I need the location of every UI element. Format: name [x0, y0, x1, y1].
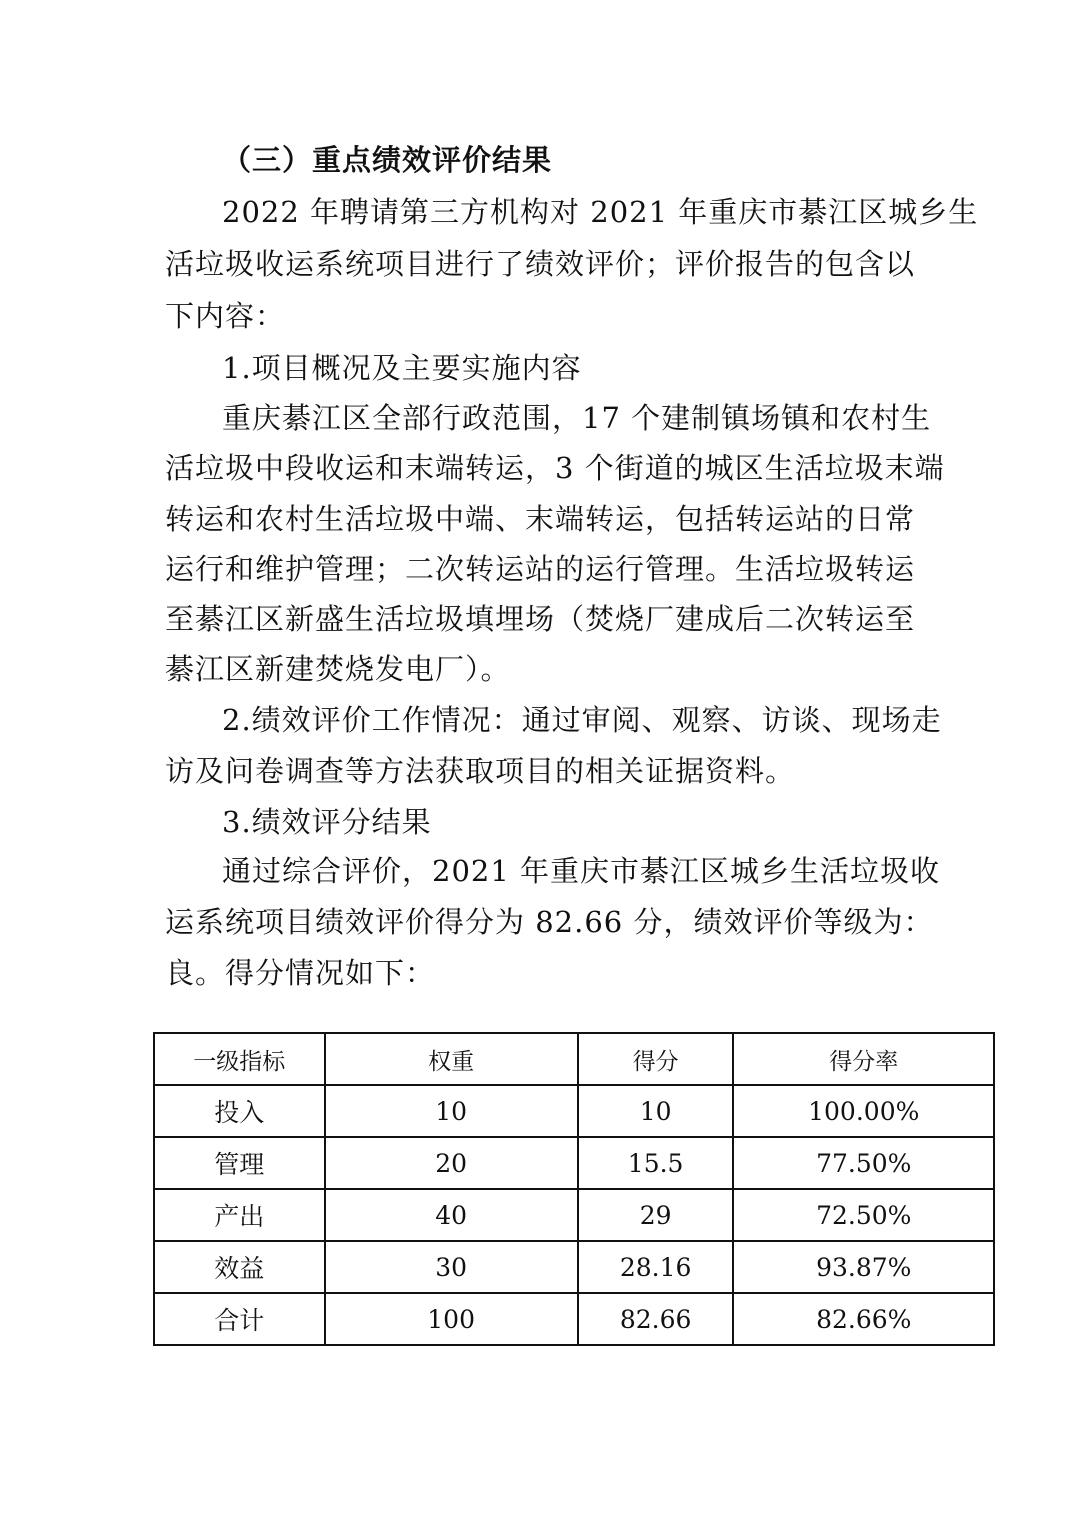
- header-score-rate: 得分率: [733, 1033, 994, 1085]
- cell-weight: 100: [325, 1293, 578, 1345]
- intro-line: 下内容：: [165, 299, 286, 333]
- paragraph-line: 运行和维护管理；二次转运站的运行管理。生活垃圾转运: [165, 552, 916, 586]
- cell-weight: 10: [325, 1085, 578, 1137]
- table-header-row: [154, 1033, 994, 1085]
- cell-score: 28.16: [578, 1241, 734, 1293]
- intro-line: 活垃圾收运系统项目进行了绩效评价；评价报告的包含以: [165, 247, 916, 281]
- paragraph-line: 运系统项目绩效评价得分为 82.66 分，绩效评价等级为：: [165, 905, 934, 939]
- table-row: [154, 1085, 994, 1137]
- cell-score-rate: 100.00%: [733, 1085, 994, 1137]
- paragraph-line: 转运和农村生活垃圾中端、末端转运，包括转运站的日常: [165, 502, 916, 536]
- paragraph-line: 访及问卷调查等方法获取项目的相关证据资料。: [165, 754, 796, 788]
- cell-score-rate: 82.66%: [733, 1293, 994, 1345]
- subsection-title-3: 3.绩效评分结果: [222, 805, 432, 839]
- paragraph-line: 良。得分情况如下：: [165, 956, 436, 990]
- cell-indicator: 管理: [154, 1137, 325, 1189]
- cell-weight: 30: [325, 1241, 578, 1293]
- cell-score: 29: [578, 1189, 734, 1241]
- header-weight: 权重: [325, 1033, 578, 1085]
- score-table: [153, 1032, 995, 1346]
- cell-score-rate: 72.50%: [733, 1189, 994, 1241]
- cell-score: 10: [578, 1085, 734, 1137]
- paragraph-line: 重庆綦江区全部行政范围，17 个建制镇场镇和农村生: [222, 401, 932, 435]
- cell-score-rate: 93.87%: [733, 1241, 994, 1293]
- cell-indicator: 效益: [154, 1241, 325, 1293]
- table-row: [154, 1137, 994, 1189]
- subsection-title-1: 1.项目概况及主要实施内容: [222, 351, 582, 385]
- intro-line: 2022 年聘请第三方机构对 2021 年重庆市綦江区城乡生: [222, 195, 979, 229]
- section-heading: （三）重点绩效评价结果: [222, 143, 553, 177]
- table-row: [154, 1241, 994, 1293]
- table-row: [154, 1189, 994, 1241]
- cell-indicator: 产出: [154, 1189, 325, 1241]
- header-indicator: 一级指标: [154, 1033, 325, 1085]
- table-row-total: [154, 1293, 994, 1345]
- cell-score: 82.66: [578, 1293, 734, 1345]
- cell-indicator: 合计: [154, 1293, 325, 1345]
- paragraph-line: 至綦江区新盛生活垃圾填埋场（焚烧厂建成后二次转运至: [165, 602, 916, 636]
- paragraph-line: 2.绩效评价工作情况：通过审阅、观察、访谈、现场走: [222, 703, 942, 737]
- cell-score: 15.5: [578, 1137, 734, 1189]
- paragraph-line: 活垃圾中段收运和末端转运，3 个街道的城区生活垃圾末端: [165, 451, 945, 485]
- paragraph-line: 通过综合评价，2021 年重庆市綦江区城乡生活垃圾收: [222, 854, 941, 888]
- cell-weight: 20: [325, 1137, 578, 1189]
- cell-score-rate: 77.50%: [733, 1137, 994, 1189]
- paragraph-line: 綦江区新建焚烧发电厂）。: [165, 652, 511, 686]
- cell-weight: 40: [325, 1189, 578, 1241]
- header-score: 得分: [578, 1033, 734, 1085]
- cell-indicator: 投入: [154, 1085, 325, 1137]
